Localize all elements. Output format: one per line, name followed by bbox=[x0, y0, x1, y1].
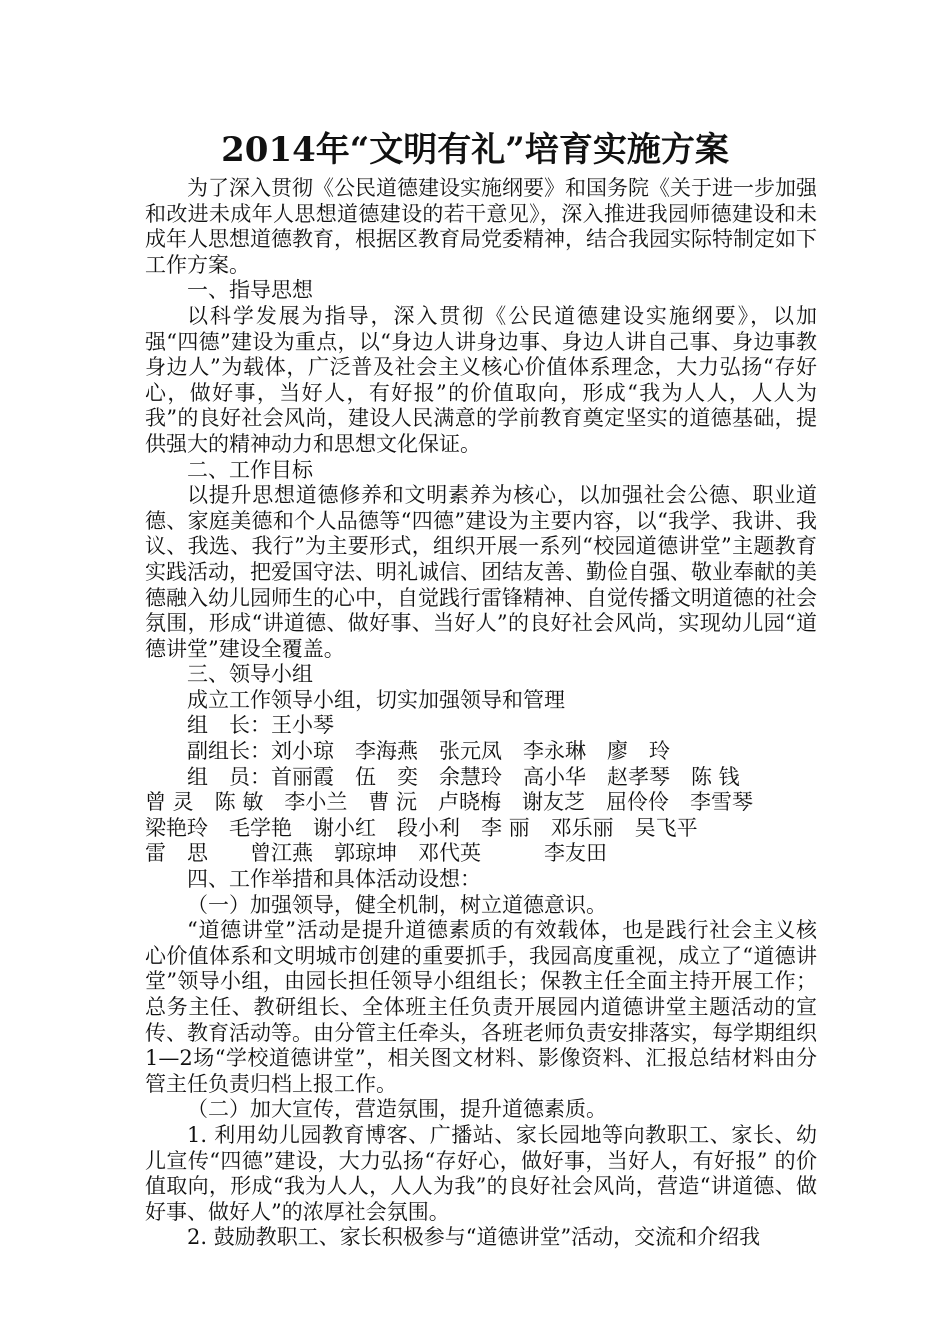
members-line-4: 雷 思 曾江燕 郭琼坤 邓代英 李友田 bbox=[145, 841, 607, 866]
leadership-group-paragraph: 成立工作领导小组，切实加强领导和管理 bbox=[187, 687, 565, 712]
document-body bbox=[145, 176, 817, 1251]
group-leader-line: 组 长：王小琴 bbox=[187, 713, 334, 738]
members-line-1: 组 员：首丽霞 伍 奕 余慧玲 高小华 赵孝琴 陈 钱 bbox=[187, 764, 740, 789]
document-title: 2014年“文明有礼”培育实施方案 bbox=[221, 130, 729, 170]
members-line-2: 曾 灵 陈 敏 李小兰 曹 沅 卢晓梅 谢友芝 屈伶伶 李雪琴 bbox=[145, 790, 754, 815]
section-heading-guiding-ideology: 一、指导思想 bbox=[187, 278, 313, 303]
guiding-ideology-paragraph: 以科学发展为指导，深入贯彻《公民道德建设实施纲要》，以加强“四德”建设为重点，以“身边人讲身边事、身边人讲自己事、身边事教身边人”为载体，广泛普及社会主义核心价值体系理念，大力弘扬“存好心，做好事，当好人，有好报”的价值取向，形成“我为人人，人人为我”的良好社会风尚，建设人民满意的学前教育奠定坚实的道德基础，提供强大的精神动力和思想文化保证。 bbox=[145, 303, 817, 456]
intro-paragraph: 为了深入贯彻《公民道德建设实施纲要》和国务院《关于进一步加强和改进未成年人思想道德建设的若干意见》，深入推进我园师德建设和未成年人思想道德教育，根据区教育局党委精神，结合我园实际特制定如下工作方案。 bbox=[145, 176, 817, 277]
section-heading-work-goals: 二、工作目标 bbox=[187, 457, 313, 482]
section-heading-leadership-group: 三、领导小组 bbox=[187, 662, 313, 687]
publicity-item-2: 2. 鼓励教职工、家长积极参与“道德讲堂”活动，交流和介绍我 bbox=[187, 1225, 761, 1250]
subsection-heading-publicity: （二）加大宣传，营造氛围，提升道德素质。 bbox=[187, 1097, 607, 1122]
work-goals-paragraph: 以提升思想道德修养和文明素养为核心，以加强社会公德、职业道德、家庭美德和个人品德等“四德”建设为主要内容，以“我学、我讲、我议、我选、我行”为主要形式，组织开展一系列“校园道德讲堂”主题教育实践活动，把爱国守法、明礼诚信、团结友善、勤俭自强、敬业奉献的美德融入幼儿园师生的心中，自觉践行雷锋精神、自觉传播文明道德的社会氛围，形成“讲道德、做好事、当好人”的良好社会风尚，实现幼儿园“道德讲堂”建设全覆盖。 bbox=[145, 483, 817, 661]
members-line-3: 梁艳玲 毛学艳 谢小红 段小利 李 丽 邓乐丽 吴飞平 bbox=[145, 815, 698, 840]
section-heading-measures: 四、工作举措和具体活动设想： bbox=[187, 867, 481, 892]
leadership-mechanism-paragraph: “道德讲堂”活动是提升道德素质的有效载体，也是践行社会主义核心价值体系和文明城市创建的重要抓手，我园高度重视，成立了“道德讲堂”领导小组，由园长担任领导小组组长；保教主任全面主持开展工作；总务主任、教研组长、全体班主任负责开展园内道德讲堂主题活动的宣传、教育活动等。由分管主任牵头，各班老师负责安排落实，每学期组织1—2场“学校道德讲堂”，相关图文材料、影像资料、汇报总结材料由分管主任负责归档上报工作。 bbox=[145, 918, 817, 1096]
deputy-leaders-line: 副组长：刘小琼 李海燕 张元凤 李永琳 廖 玲 bbox=[187, 739, 670, 764]
subsection-heading-leadership: （一）加强领导，健全机制，树立道德意识。 bbox=[187, 892, 607, 917]
publicity-item-1: 1. 利用幼儿园教育博客、广播站、家长园地等向教职工、家长、幼儿宣传“四德”建设，大力弘扬“存好心，做好事，当好人，有好报” 的价值取向，形成“我为人人，人人为我”的良好社会风尚，营造“讲道德、做好事、做好人”的浓厚社会氛围。 bbox=[145, 1122, 817, 1224]
